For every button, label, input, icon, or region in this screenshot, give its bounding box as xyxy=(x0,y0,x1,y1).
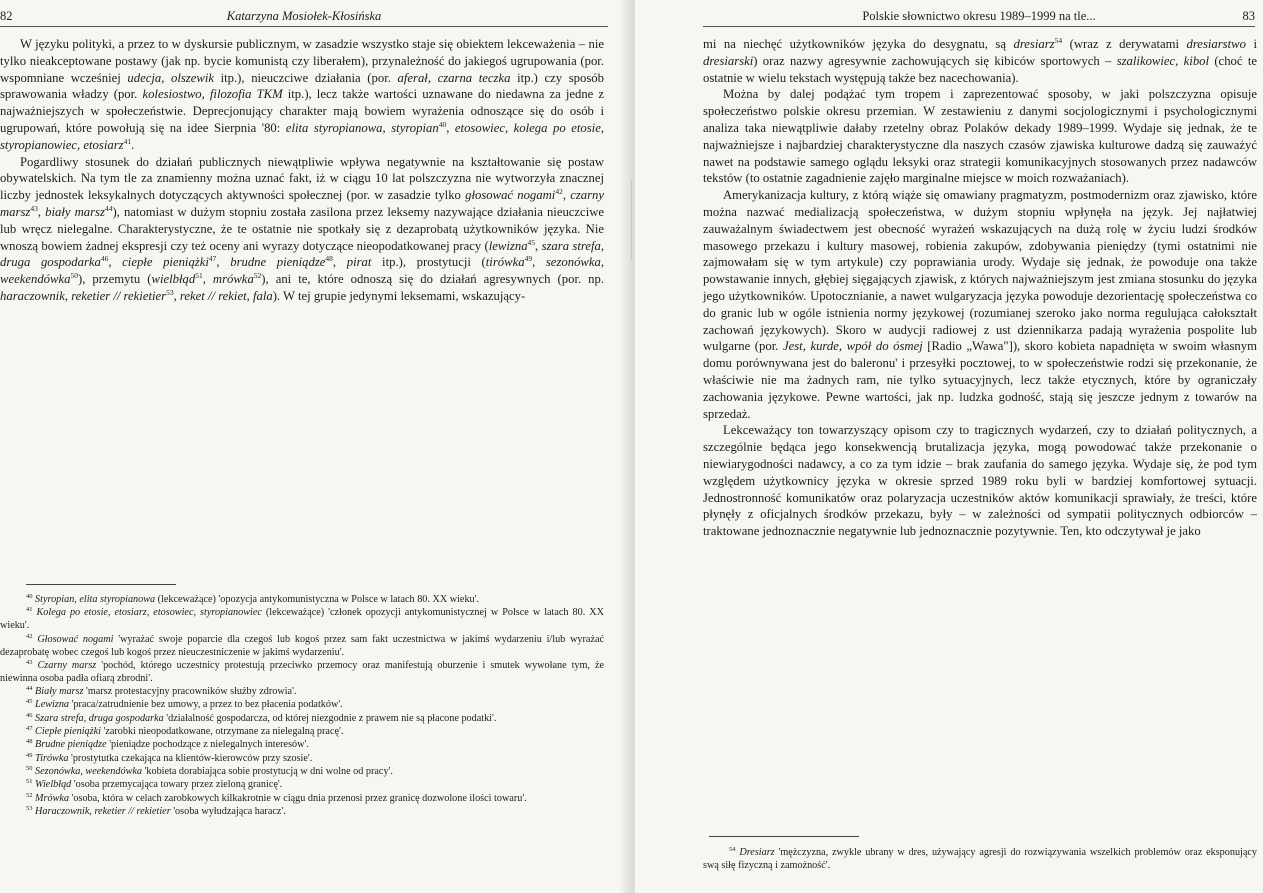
paragraph: mi na niechęć użytkowników języka do desygnatu, są dresiarz$^{54}$ (wraz z derywatami dresiarstwo i dresiarski) oraz nazwy agresywnie zachowujących się kibiców sportowych – szalikowiec, kibol (choć te ostatnie w wielu tekstach występują także bez nacechowania). xyxy=(703,36,1257,85)
footnote: $^{43}$ Czarny marsz 'pochód, którego uczestnicy protestują przeciwko przemocy oraz manifestują oburzenie i smutek wywołane tym, że niewinna osoba padła ofiarą zbrodni'. xyxy=(0,658,604,684)
right-footnotes xyxy=(703,846,1257,872)
footnote: $^{44}$ Biały marsz 'marsz protestacyjny pracowników służby zdrowia'. xyxy=(26,685,297,698)
running-head-title: Polskie słownictwo okresu 1989–1999 na tle... xyxy=(862,9,1096,23)
footnote: $^{46}$ Szara strefa, druga gospodarka 'działalność gospodarcza, od której niezgodnie z prawem nie są płacone podatki'. xyxy=(26,711,497,724)
paragraph: Lekceważący ton towarzyszący opisom czy to tragicznych wydarzeń, czy to działań politycznych, a szczególnie będąca jego konsekwencją brutalizacja języka, mogą powodować także przekonanie o niewiarygodności nadawcy, a co za tym idzie – brak zaufania do samego języka. Wydaje się, że pod tym względem użytkownicy języka w okresie sprzed 1989 roku byli w bardziej komfortowej sytuacji. Jednostronność komunikatów oraz polaryzacja uczestników aktów komunikacji sprawiały, że treści, które płynęły z oficjalnych środków przekazu, były – w zależności od sympatii politycznych odbiorców – traktowane jednoznacznie negatywnie lub jednoznacznie pozytywnie. Ten, kto odczytywał je jako xyxy=(703,423,1257,539)
footnote: $^{49}$ Tirówka 'prostytutka czekająca na klientów-kierowców przy szosie'. xyxy=(26,751,313,764)
footnote-ref: 44 xyxy=(104,203,113,213)
left-body-text xyxy=(0,36,604,305)
right-page-header xyxy=(703,6,1255,27)
footnote-ref: 48 xyxy=(325,254,333,264)
footnote-ref: 50 xyxy=(70,271,78,281)
gutter-shadow-line xyxy=(631,180,632,260)
page-number: 82 xyxy=(0,9,13,23)
footnote-divider xyxy=(709,836,859,837)
paragraph: Amerykanizacja kultury, z którą wiąże się omawiany pragmatyzm, postmodernizm oraz zjawisko, które można nazwać medializacją społeczeństwa, w dużym stopniu wpłynęła na język. Jej najłatwiej zauważalnym świadectwem jest obecność wyrażeń wskazujących na dużą rolę w życiu ludzi środków masowego przekazu i kultury masowej, robienia zakupów, zdobywania pieniędzy (tymi ostatnimi nie zajmowałam się w tym artykule) czy poprawiania urody. Wydaje się jednak, że powoduje ona także powstawanie innych, głębiej sięgających zjawisk, z których najważniejszym jest zmiana stosunku do języka jego użytkowników. Upotocznianie, a nawet wulgaryzacja języka powoduje dezorientację społeczeństwa co do granic lub w ogóle istnienia normy językowej (rozumianej szeroko jako norma regulująca całokształt zachowań językowych). Skoro w audycji radiowej z ust dziennikarza padają wyrażenia pospolite lub wulgarne (por. Jest, kurde, wpół do ósmej [Radio „Wawa"]), skoro kobieta napadnięta w swoim własnym domu porównywana jest do baleronu' i przesyłki pocztowej, to w społeczeństwie rodzi się przekonanie, że właściwie nie ma żadnych ram, nie tylko sytuacyjnych, lecz także etycznych, które by ograniczały zachowania językowe. Pewne wartości, jak np. ludzka godność, stają się jeszcze jednym z towarów na sprzedaż. xyxy=(703,188,1257,421)
footnote-ref: 47 xyxy=(208,254,217,264)
footnote-ref: 54 xyxy=(1054,36,1063,45)
footnote-ref: 41 xyxy=(123,136,132,146)
footnote: $^{41}$ Kolega po etosie, etosiarz, etosowiec, styropianowiec (lekceważące) 'członek opozycji antykomunistycznej w Polsce w latach 80. XX wieku'. xyxy=(0,606,604,632)
running-head-author: Katarzyna Mosiołek-Kłosińska xyxy=(226,9,382,23)
footnote: $^{48}$ Brudne pieniądze 'pieniądze pochodzące z nielegalnych interesów'. xyxy=(26,738,309,751)
footnote-divider xyxy=(26,584,176,585)
right-page xyxy=(635,0,1263,893)
footnote-ref: 46 xyxy=(100,254,109,264)
footnote: $^{50}$ Sezonówka, weekendówka 'kobieta dorabiająca sobie prostytucją w dni wolne od pracy'. xyxy=(26,764,393,777)
footnote-ref: 43 xyxy=(30,203,38,213)
footnote-ref: 40 xyxy=(438,119,447,129)
paragraph: Pogardliwy stosunek do działań publicznych niewątpliwie wpływa negatywnie na kształtowanie się postaw obywatelskich. Na tym tle za znamienny można uznać fakt, iż w ciągu 10 lat polszczyzna nie wytworzyła znacznej liczby jednostek leksykalnych dotyczących aktywności społecznej (por. w zasadzie tylko głosować nogami$^{42}$, czarny marsz$^{43}$, biały marsz$^{44}$), natomiast w dużym stopniu została zasilona przez leksemy nazywające działania nieuczciwe lub wręcz nielegalne. Charakterystyczne, że te ostatnie nie spotkały się z dezaprobatą użytkowników języka. Nie wnoszą bowiem żadnej ekspresji czy też oceny ani wyrazy dotyczące nieopodatkowanej pracy (lewizna$^{45}$, szara strefa, druga gospodarka$^{46}$, ciepłe pieniążki$^{47}$, brudne pieniądze$^{48}$, pirat itp.), prostytucji (tirówka$^{49}$, sezonówka, weekendówka$^{50}$), przemytu (wielbłąd$^{51}$, mrówka$^{52}$), ani te, które odnoszą się do działań agresywnych (por. np. haraczownik, reketier // rekietier$^{53}$, reket // rekiet, fala). W tej grupie jedynymi leksemami, wskazujący- xyxy=(0,154,605,303)
footnote: $^{40}$ Styropian, elita styropianowa (lekceważące) 'opozycja antykomunistyczna w Polsce w latach 80. XX wieku'. xyxy=(26,593,480,605)
footnote: $^{51}$ Wielbłąd 'osoba przemycająca towary przez zieloną granicę'. xyxy=(26,778,283,791)
footnote: $^{52}$ Mrówka 'osoba, która w celach zarobkowych kilkakrotnie w ciągu dnia przenosi przez granicę dozwolone ilości towaru'. xyxy=(26,791,527,804)
footnote-ref: 53 xyxy=(166,287,174,297)
right-body-text xyxy=(703,36,1257,540)
left-footnotes xyxy=(0,593,604,818)
footnote-ref: 45 xyxy=(527,237,536,247)
footnote: $^{53}$ Haraczownik, reketier // rekietier 'osoba wyłudzająca haracz'. xyxy=(26,804,286,817)
page-number: 83 xyxy=(1242,9,1255,23)
footnote: $^{42}$ Głosować nogami 'wyrażać swoje poparcie dla czegoś lub kogoś przez sam fakt uczestnictwa w jakimś wydarzeniu i/lub wyrażać dezaprobatę wobec czegoś lub kogoś przez nieuczestniczenie w jakimś wydarzeniu'. xyxy=(0,632,605,658)
left-page-header xyxy=(0,6,608,27)
footnote: $^{47}$ Ciepłe pieniążki 'zarobki nieopodatkowane, otrzymane za nielegalną pracę'. xyxy=(26,725,344,738)
footnote-ref: 42 xyxy=(555,187,563,197)
footnote: $^{54}$ Dresiarz 'mężczyzna, zwykle ubrany w dres, używający agresji do rozwiązywania wszelkich problemów oraz eksponujący swą siłę fizyczną i zamożność'. xyxy=(703,846,1258,871)
footnote: $^{45}$ Lewizna 'praca/zatrudnienie bez umowy, a przez to bez płacenia podatków'. xyxy=(26,698,343,711)
paragraph: W języku polityki, a przez to w dyskursie publicznym, w zasadzie wszystko staje się obiektem lekceważenia – nie tylko nieakceptowane postawy (jak np. bycie komunistą czy liberałem), przynależność do jakiegoś ugrupowania (por. wspomniane wcześniej udecja, olszewik itp.), nieuczciwe działania (por. aferał, czarna teczka itp.) czy sposób sprawowania władzy (por. kolesiostwo, filozofia TKM itp.), lecz także wartości uznawane do niedawna za jedne z najważniejszych w społeczeństwie. Deprecjonujący charakter mają bowiem wyrażenia odnoszące się do osób i ugrupowań, które powołują się na idee Sierpnia '80: elita styropianowa, styropian$^{40}$, etosowiec, kolega po etosie, styropianowiec, etosiarz$^{41}$. xyxy=(0,37,605,152)
paragraph: Można by dalej podążać tym tropem i zaprezentować sposoby, w jaki polszczyzna opisuje społeczeństwo polskie okresu przemian. W zestawieniu z danymi socjologicznymi i psychologicznymi analiza taka niewątpliwie dałaby rzetelny obraz Polaków dekady 1989–1999. Wydaje się jednak, że te najważniejsze i najbardziej charakterystyczne dla naszych czasów zjawiska kulturowe dadzą się zauważyć nawet na podstawie samego oglądu leksyki oraz strategii komunikacyjnych stosowanych przez nadawców tekstów (to ostatnie zagadnienie zajęło marginalne miejsce w moich rozważaniach). xyxy=(703,87,1257,186)
footnote-ref: 49 xyxy=(524,254,533,264)
footnote-ref: 51 xyxy=(195,271,203,281)
footnote-ref: 52 xyxy=(253,271,262,281)
left-page xyxy=(0,0,628,893)
